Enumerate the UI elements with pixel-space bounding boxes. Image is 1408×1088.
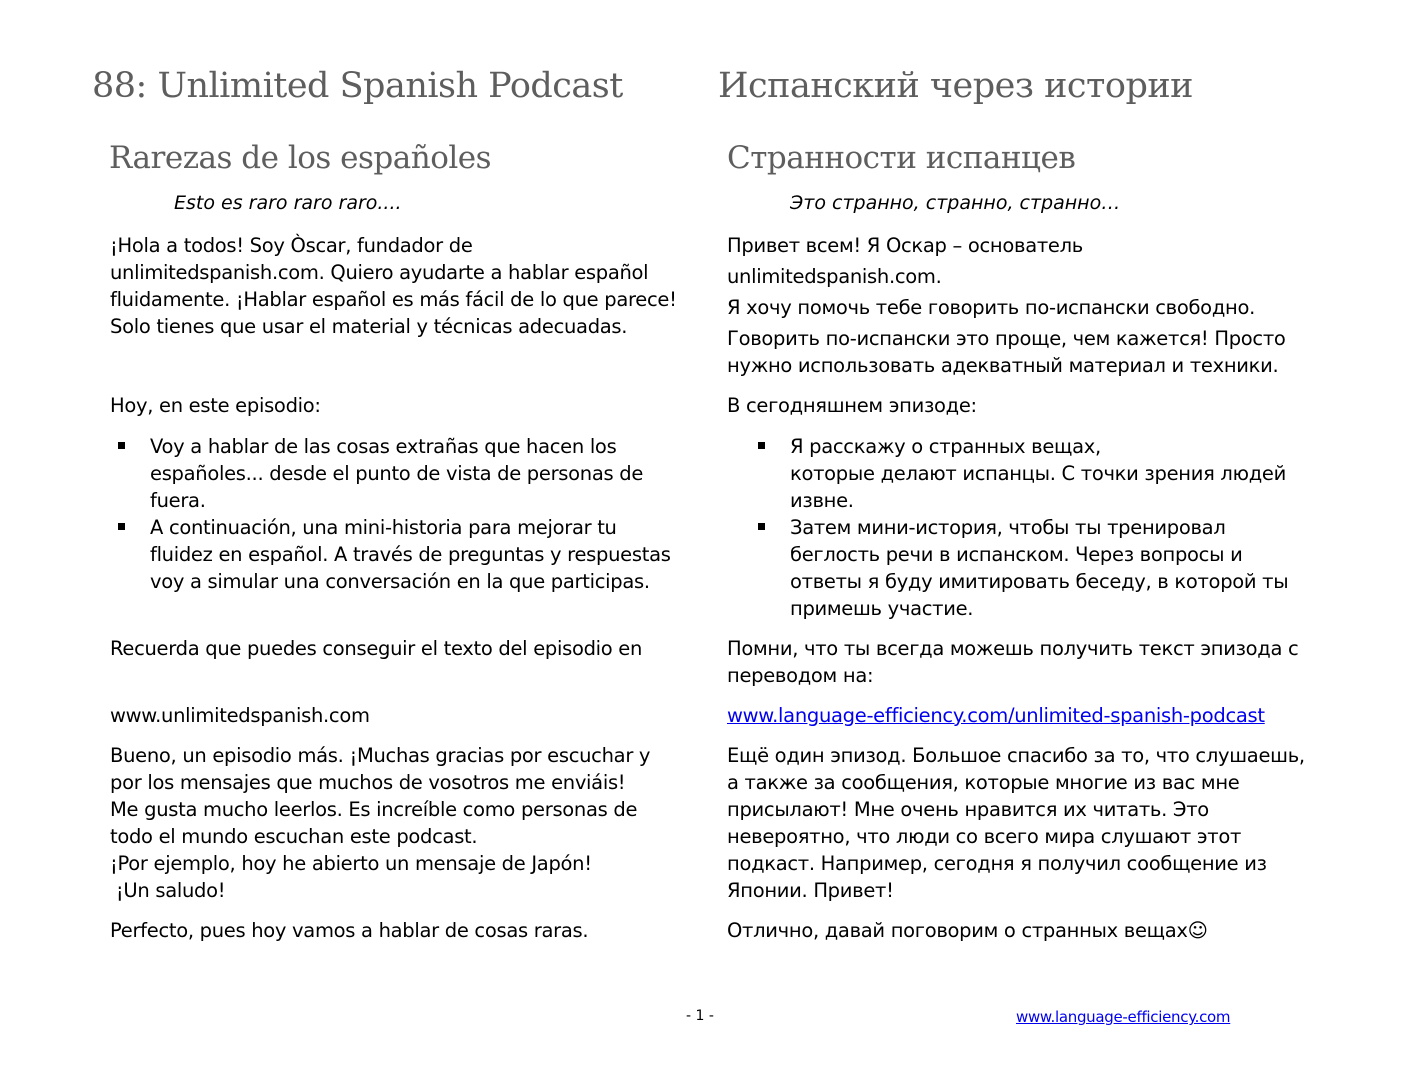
spanish-website: www.unlimitedspanish.com — [110, 704, 370, 727]
list-item: Voy a hablar de las cosas extrañas que hacen los españoles... desde el punto de vista de personas de fuera. — [118, 433, 671, 514]
russian-reminder: Помни, что ты всегда можешь получить текст эпизода с переводом на: — [727, 637, 1299, 687]
episode-translation-link[interactable]: www.language-efficiency.com/unlimited-spanish-podcast — [727, 704, 1265, 727]
russian-subtitle: Странности испанцев — [727, 140, 1076, 176]
russian-thanks: Ещё один эпизод. Большое спасибо за то, что слушаешь, а также за сообщения, которые многие из вас мне присылают! Мне очень нравится их читать. Это невероятно, что люди со всего мира слушают этот подкаст. Например, сегодня я получил сообщение из Японии. Привет! — [727, 744, 1305, 902]
spanish-tagline: Esto es raro raro raro.... — [174, 192, 402, 214]
bullet-square-icon — [118, 523, 125, 530]
russian-website — [727, 702, 1327, 729]
spanish-title: 88: Unlimited Spanish Podcast — [92, 66, 623, 106]
russian-episode-label: В сегодняшнем эпизоде: — [727, 394, 977, 417]
bullet-square-icon — [758, 442, 765, 449]
spanish-thanks: Bueno, un episodio más. ¡Muchas gracias por escuchar y por los mensajes que muchos de vosotros me enviáis! Me gusta mucho leerlos. Es increíble como personas de todo el mundo escuchan este podcast. ¡Por ejemplo, hoy he abierto un mensaje de Japón! ¡Un saludo! — [110, 744, 651, 902]
page-number: - 1 - — [686, 1008, 714, 1024]
list-item: Затем мини-история, чтобы ты тренировал беглость речи в испанском. Через вопросы и ответы я буду имитировать беседу, в которой ты примешь участие. — [758, 514, 1288, 622]
spanish-intro: ¡Hola a todos! Soy Òscar, fundador de unlimitedspanish.com. Quiero ayudarte a hablar español fluidamente. ¡Hablar español es más fácil de lo que parece! Solo tienes que usar el material y técnicas adecuadas. — [110, 234, 677, 338]
spanish-episode-label: Hoy, en este episodio: — [110, 394, 321, 417]
footer-site-link[interactable]: www.language-efficiency.com — [1016, 1008, 1231, 1026]
spanish-subtitle: Rarezas de los españoles — [109, 140, 492, 176]
russian-title: Испанский через истории — [718, 66, 1194, 106]
russian-bullet-list — [758, 433, 1288, 622]
bullet-square-icon — [758, 523, 765, 530]
spanish-bullet-list — [118, 433, 671, 595]
spanish-reminder: Recuerda que puedes conseguir el texto del episodio en — [110, 637, 643, 660]
bullet-square-icon — [118, 442, 125, 449]
list-item: Я расскажу о странных вещах, которые делают испанцы. С точки зрения людей извне. — [758, 433, 1288, 514]
list-item: A continuación, una mini-historia para mejorar tu fluidez en español. A través de preguntas y respuestas voy a simular una conversación en la que participas. — [118, 514, 671, 595]
russian-intro: Привет всем! Я Оскар – основатель unlimitedspanish.com. Я хочу помочь тебе говорить по-испански свободно. Говорить по-испански это проще, чем кажется! Просто нужно использовать адекватный материал и техники. — [727, 234, 1286, 377]
russian-tagline: Это странно, странно, странно… — [790, 192, 1121, 214]
spanish-closing: Perfecto, pues hoy vamos a hablar de cosas raras. — [110, 919, 589, 942]
russian-closing: Отлично, давай поговорим о странных вещах☺ — [727, 919, 1208, 942]
